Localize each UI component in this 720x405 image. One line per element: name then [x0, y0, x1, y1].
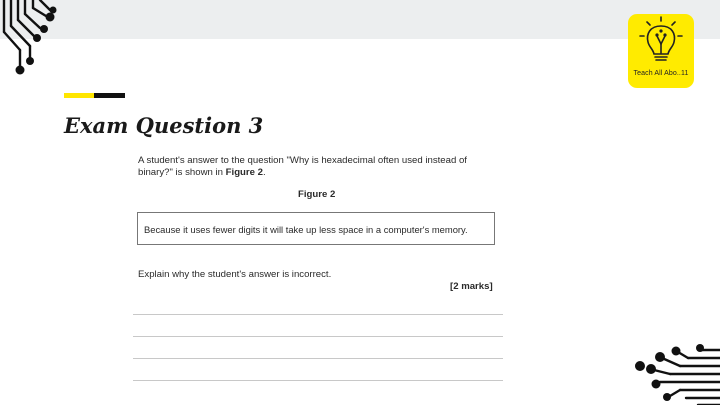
question-intro [138, 155, 483, 179]
accent-bar-yellow [64, 93, 94, 98]
question-intro-end: . [263, 167, 266, 178]
accent-bar-black [94, 93, 125, 98]
answer-line[interactable] [133, 314, 503, 315]
marks-label: [2 marks] [450, 281, 493, 292]
student-answer-box [137, 212, 495, 245]
figure-label: Figure 2 [298, 189, 336, 200]
header-band [0, 0, 720, 39]
answer-line[interactable] [133, 336, 503, 337]
answer-line[interactable] [133, 358, 503, 359]
question-instruction: Explain why the student's answer is incorrect. [138, 269, 332, 280]
teach-all-about-it-logo [628, 14, 694, 88]
page-title: Exam Question 3 [64, 113, 264, 138]
question-intro-text: A student's answer to the question "Why is hexadecimal often used instead of binary?" is shown in [138, 155, 467, 178]
figure-reference: Figure 2 [225, 167, 263, 178]
circuit-decoration-bottom-right-icon [620, 330, 720, 405]
answer-line[interactable] [133, 380, 503, 381]
circuit-decoration-top-left-icon [0, 0, 70, 80]
logo-text: Teach All Abo..11 [633, 70, 689, 77]
student-answer-text: Because it uses fewer digits it will take up less space in a computer's memory. [144, 224, 468, 235]
lightbulb-icon [628, 14, 694, 70]
